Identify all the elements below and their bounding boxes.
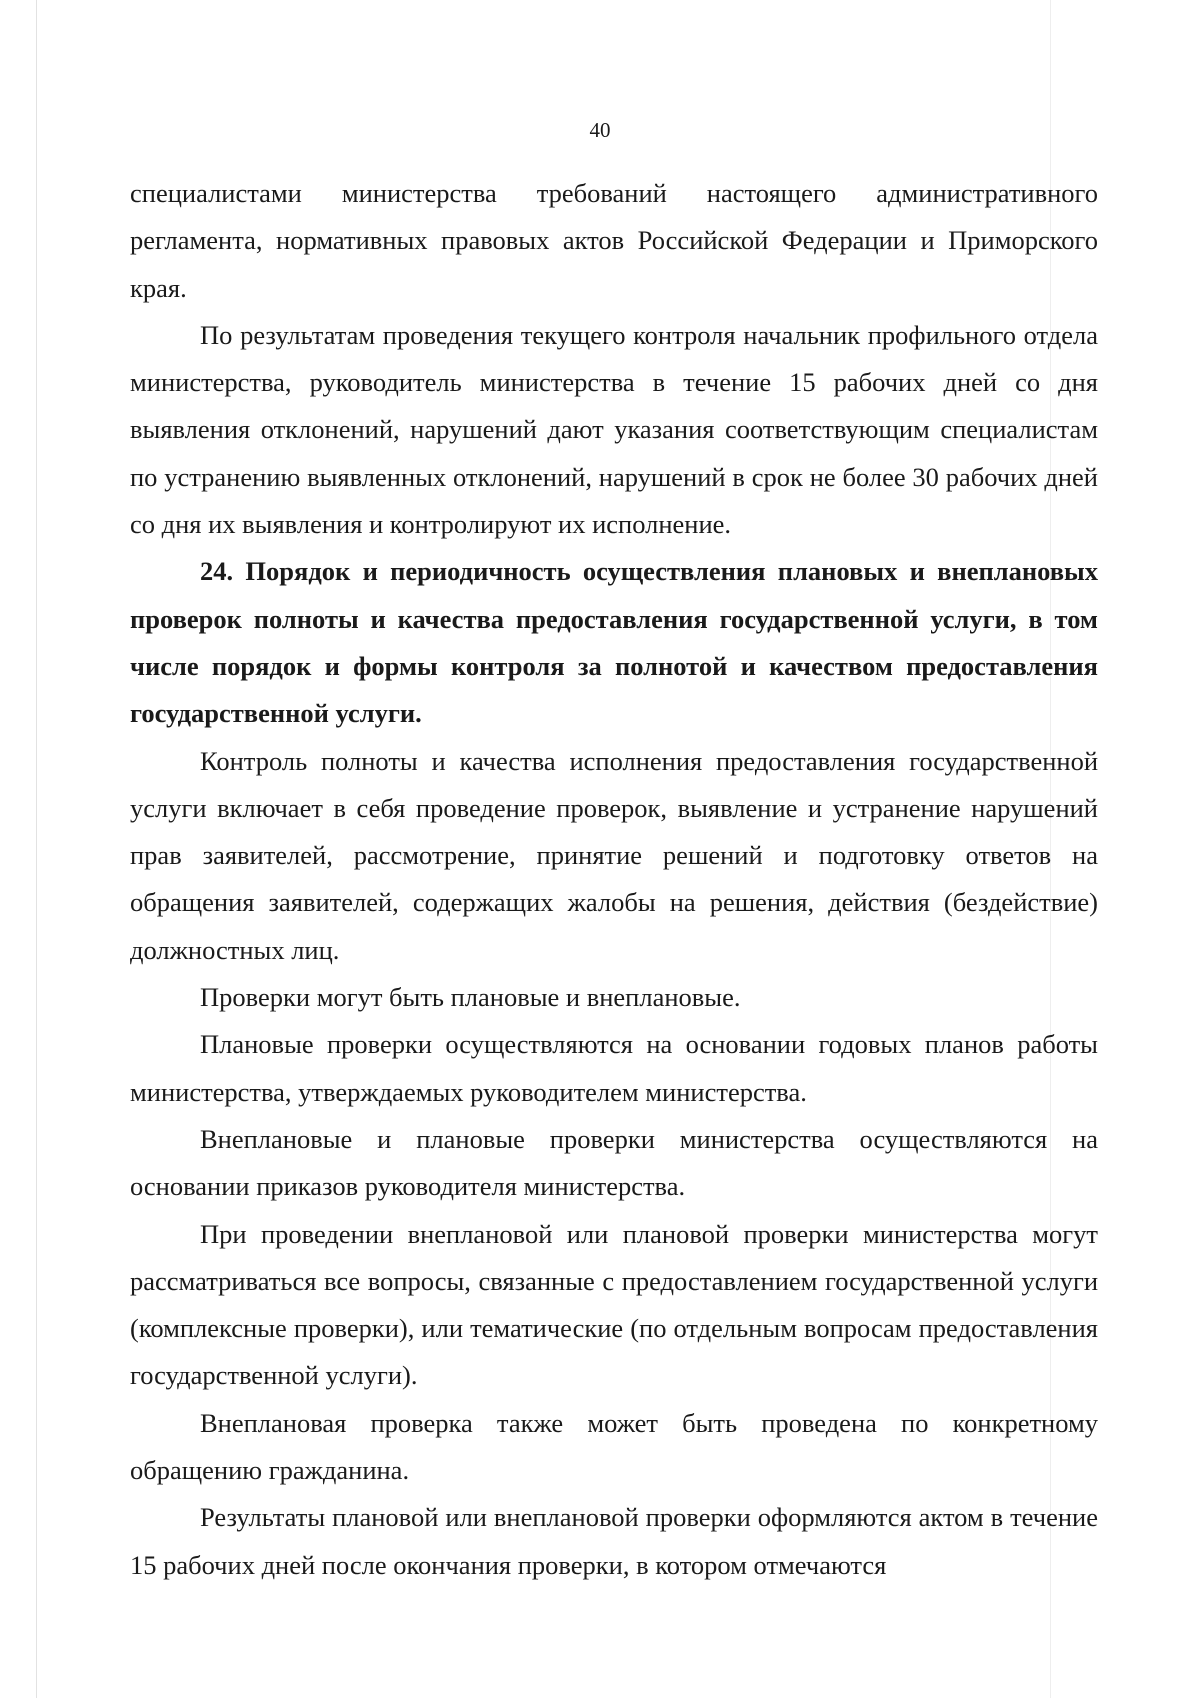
paragraph-control-scope: Контроль полноты и качества исполнения предоставления государственной услуги включает в себя проведение проверок, выявление и устранение нарушений прав заявителей, рассмотрение, принятие решений и подготовку ответов на обращения заявителей, содержащих жалобы на решения, действия (бездействие) должностных лиц. [130, 745, 1098, 965]
paragraph-inspection-questions: При проведении внеплановой или плановой проверки министерства могут рассматриваться все вопросы, связанные с предоставлением государственной услуги (комплексные проверки), или тематические (по отдельным вопросам предоставления государственной услуги). [130, 1218, 1098, 1391]
paragraph-inspection-types: Проверки могут быть плановые и внеплановые. [200, 982, 741, 1013]
paragraph-planned-inspections: Плановые проверки осуществляются на основании годовых планов работы министерства, утверждаемых руководителем министерства. [130, 1029, 1098, 1107]
paragraph-citizen-appeal: Внеплановая проверка также может быть проведена по конкретному обращению гражданина. [130, 1407, 1098, 1486]
paragraph-continuation: специалистами министерства требований настоящего административного регламента, нормативных правовых актов Российской Федерации и Приморского края. [130, 178, 1098, 303]
document-body [130, 170, 1098, 1589]
paragraph-inspection-basis: Внеплановые и плановые проверки министерства осуществляются на основании приказов руководителя министерства. [130, 1123, 1098, 1202]
page-number: 40 [589, 118, 611, 142]
paragraph-inspection-results: Результаты плановой или внеплановой проверки оформляются актом в течение 15 рабочих дней после окончания проверки, в котором отмечаются [130, 1502, 1098, 1580]
paragraph-current-control-results: По результатам проведения текущего контроля начальник профильного отдела министерства, руководитель министерства в течение 15 рабочих дней со дня выявления отклонений, нарушений дают указания соответствующим специалистам по устранению выявленных отклонений, нарушений в срок не более 30 рабочих дней со дня их выявления и контролируют их исполнение. [130, 319, 1098, 540]
scan-edge-left [36, 0, 37, 1698]
section-heading-24: 24. Порядок и периодичность осуществления плановых и внеплановых проверок полноты и качества предоставления государственной услуги, в том числе порядок и формы контроля за полнотой и качеством предоставления государственной услуги. [130, 556, 1098, 729]
